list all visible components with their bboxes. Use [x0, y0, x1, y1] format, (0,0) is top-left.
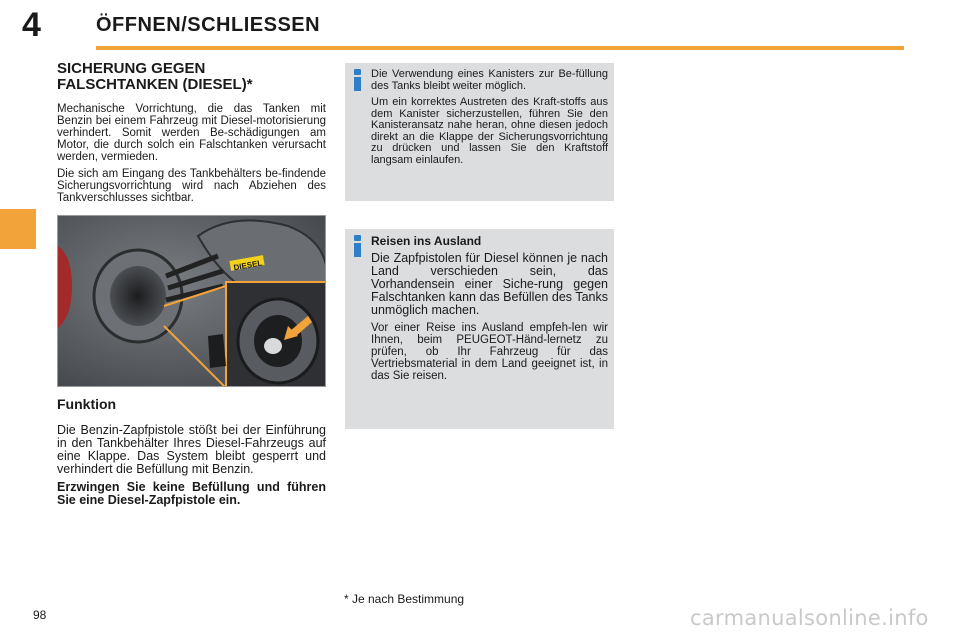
- info-box-2-paragraph-1: Die Zapfpistolen für Diesel können je nach Land verschieden sein, das Vorhandensein einer Siche-rung gegen Falschtanken kann das Befüllen des Tanks unmöglich machen.: [371, 251, 608, 317]
- watermark: carmanualsonline.info: [690, 606, 929, 630]
- section-title: [57, 61, 326, 93]
- info-icon: [352, 69, 362, 91]
- info-box-2-title: Reisen ins Ausland: [371, 234, 482, 248]
- info-box-travel-abroad: [345, 229, 614, 429]
- chapter-number: 4: [22, 6, 41, 44]
- section-function: [57, 396, 326, 512]
- section-title-line1: SICHERUNG GEGEN: [57, 60, 206, 77]
- section-paragraph-2: Die sich am Eingang des Tankbehälters be-findende Sicherungsvorrichtung wird nach Abziehen des Tankverschlusses sichtbar.: [57, 168, 326, 204]
- footnote: * Je nach Bestimmung: [344, 592, 465, 606]
- chapter-title: ÖFFNEN/SCHLIESSEN: [96, 14, 321, 36]
- info-box-canister: [345, 63, 614, 201]
- header-rule: [96, 46, 904, 50]
- function-paragraph-2: Erzwingen Sie keine Befüllung und führen Sie eine Diesel-Zapfpistole ein.: [57, 480, 326, 507]
- section-paragraph-1: Mechanische Vorrichtung, die das Tanken mit Benzin bei einem Fahrzeug mit Diesel-motorisierung verhindert. Somit werden Be-schädigungen am Motor, die durch solch ein Falschtanken verursacht werden, vermieden.: [57, 103, 326, 163]
- section-misfuel-prevention: [57, 61, 326, 209]
- diesel-label-text: DIESEL: [232, 258, 263, 273]
- info-box-1-paragraph-1: Die Verwendung eines Kanisters zur Be-füllung des Tanks bleibt weiter möglich.: [371, 68, 608, 92]
- info-box-1-paragraph-2: Um ein korrektes Austreten des Kraft-stoffs aus dem Kanister sicherzustellen, führen Sie den Kanisteransatz nahe heran, ohne diesen jedoch direkt an die Klappe der Sicherungsvorrichtung zu drücken und lassen Sie den Kraftstoff langsam einlaufen.: [371, 96, 608, 166]
- info-box-2-paragraph-2: Vor einer Reise ins Ausland empfeh-len wir Ihnen, beim PEUGEOT-Händ-lernetz zu prüfen, ob Ihr Fahrzeug für das Vertriebsmaterial in dem Land geeignet ist, in das Sie reisen.: [371, 322, 608, 382]
- section-title-line2: FALSCHTANKEN (DIESEL)*: [57, 76, 253, 93]
- info-icon: [352, 235, 362, 257]
- fuel-filler-photo: [57, 215, 326, 387]
- chapter-side-tab: [0, 209, 36, 249]
- fuel-filler-illustration: [58, 216, 326, 387]
- page-number: 98: [33, 608, 47, 622]
- function-paragraph-1: Die Benzin-Zapfpistole stößt bei der Einführung in den Tankbehälter Ihres Diesel-Fahrzeugs auf eine Klappe. Das System bleibt gesperrt und verhindert die Befüllung mit Benzin.: [57, 423, 326, 476]
- function-title: Funktion: [57, 396, 117, 412]
